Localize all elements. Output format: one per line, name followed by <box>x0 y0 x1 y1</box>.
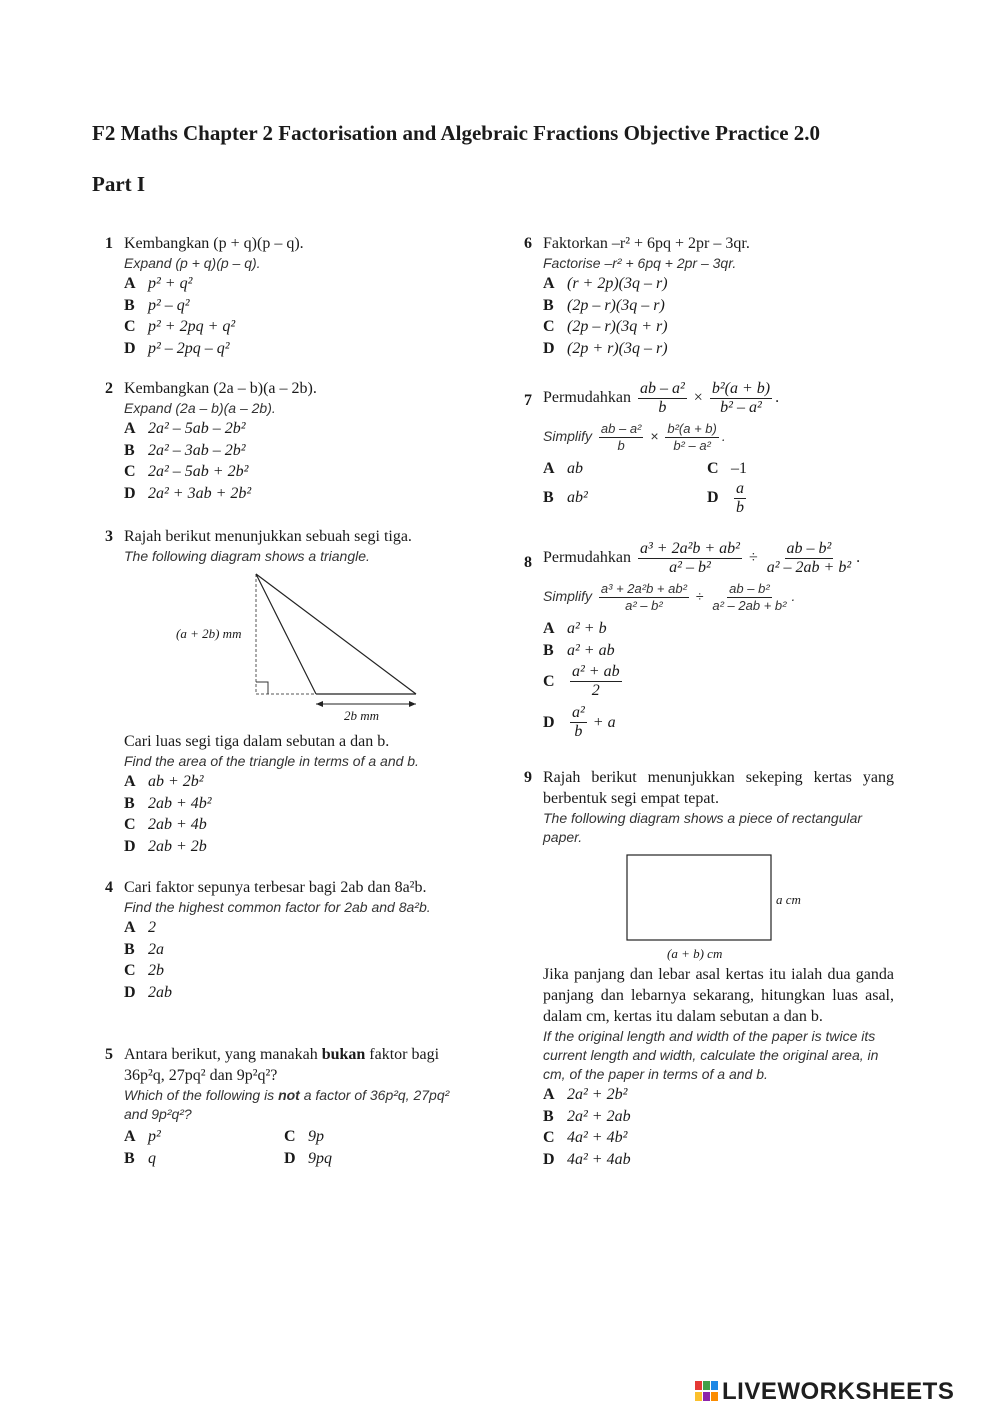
question-9 <box>524 767 894 847</box>
question-text-ms: Permudahkan $\frac{\text{ab – a²}}{b}$ × $\frac{\text{b²(a + b)}}{\text{b² – a²}}$ . <box>543 380 780 416</box>
question-text-en: If the original length and width of the paper is twice its current length and width, calculate the original area, in cm, of the paper in terms of a and b. <box>543 1028 879 1082</box>
triangle-base-label: 2b mm <box>344 708 380 723</box>
option-b[interactable]: B q <box>124 1149 156 1167</box>
option-b[interactable]: B p² – q² <box>124 296 190 314</box>
option-c[interactable]: C 2b <box>124 962 164 979</box>
option-d[interactable]: D $\frac{\text{a²}}{b}$ + a <box>543 704 616 740</box>
option-d[interactable]: D 2a² + 3ab + 2b² <box>124 484 252 502</box>
question-text-ms: Kembangkan (2a – b)(a – 2b). <box>124 380 317 397</box>
question-text-en: The following diagram shows a triangle. <box>124 548 370 564</box>
option-c[interactable]: C 2a² – 5ab + 2b² <box>124 463 249 480</box>
question-7 <box>524 380 904 517</box>
option-a[interactable]: A 2a² – 5ab – 2b² <box>124 420 246 437</box>
question-number: 8 <box>524 554 532 571</box>
question-text-en: Which of the following is not a factor of 36p²q, 27pq² and 9p²q²? <box>124 1087 450 1122</box>
option-a[interactable]: A ab <box>543 460 583 477</box>
question-9-part-2 <box>524 964 894 1170</box>
question-number: 3 <box>105 528 113 545</box>
option-a[interactable]: A p² <box>124 1128 161 1145</box>
triangle-diagram <box>170 568 430 728</box>
question-3-part-2 <box>105 731 485 857</box>
option-d[interactable]: D 2ab <box>124 983 172 1001</box>
option-d[interactable]: D (2p + r)(3q – r) <box>543 339 668 357</box>
question-8 <box>524 540 914 741</box>
question-text-ms: Cari luas segi tiga dalam sebutan a dan b. <box>124 733 390 750</box>
question-2 <box>105 378 485 504</box>
question-text-ms: Jika panjang dan lebar asal kertas itu ialah dua ganda panjang dan lebarnya sekarang, hitungkan luas asal, dalam cm, kertas itu dalam sebutan a dan b. <box>543 966 894 1025</box>
question-text-ms: Rajah berikut menunjukkan sebuah segi tiga. <box>124 528 412 545</box>
question-text-en: Find the highest common factor for 2ab and 8a²b. <box>124 899 431 915</box>
option-b[interactable]: B (2p – r)(3q – r) <box>543 296 665 314</box>
question-text-ms: Kembangkan (p + q)(p – q). <box>124 235 304 252</box>
question-3 <box>105 526 485 566</box>
question-number: 1 <box>105 235 113 252</box>
option-c[interactable]: C –1 <box>707 460 747 477</box>
option-d[interactable]: D 4a² + 4ab <box>543 1150 631 1168</box>
question-6 <box>524 233 904 359</box>
question-4 <box>105 877 475 1003</box>
question-text-ms: Cari faktor sepunya terbesar bagi 2ab dan 8a²b. <box>124 879 427 896</box>
question-text-ms: Rajah berikut menunjukkan sekeping kertas yang berbentuk segi empat tepat. <box>543 769 894 807</box>
rectangle-diagram <box>620 850 780 945</box>
option-c[interactable]: C 4a² + 4b² <box>543 1129 628 1146</box>
option-c[interactable]: C 2ab + 4b <box>124 816 207 833</box>
liveworksheets-mark-icon <box>695 1381 719 1401</box>
page-title: F2 Maths Chapter 2 Factorisation and Algebraic Fractions Objective Practice 2.0 <box>92 121 821 145</box>
option-a[interactable]: A ab + 2b² <box>124 773 204 790</box>
question-text-ms: Faktorkan –r² + 6pq + 2pr – 3qr. <box>543 235 750 252</box>
option-b[interactable]: B 2a² – 3ab – 2b² <box>124 441 246 459</box>
option-c[interactable]: C 9p <box>284 1128 324 1145</box>
question-text-en: Expand (p + q)(p – q). <box>124 255 261 271</box>
option-b[interactable]: B 2a <box>124 940 164 958</box>
option-d[interactable]: D 9pq <box>284 1149 332 1167</box>
option-a[interactable]: A p² + q² <box>124 275 193 292</box>
option-a[interactable]: A a² + b <box>543 620 607 637</box>
option-d[interactable]: D p² – 2pq – q² <box>124 339 230 357</box>
question-text-en: Expand (2a – b)(a – 2b). <box>124 400 276 416</box>
option-d[interactable]: D 2ab + 2b <box>124 837 207 855</box>
part-heading: Part I <box>92 172 146 196</box>
question-text-en: Simplify $\frac{\text{a³ + 2a²b + ab²}}{\text{a² – b²}}$ ÷ $\frac{\text{ab – b²}}{\text{a² – 2ab + b²}}$ . <box>543 581 796 613</box>
question-5 <box>105 1044 475 1169</box>
option-a[interactable]: A 2 <box>124 919 156 936</box>
option-c[interactable]: C (2p – r)(3q + r) <box>543 318 668 335</box>
question-number: 7 <box>524 392 532 409</box>
triangle-height-label: (a + 2b) mm <box>176 626 242 641</box>
option-d[interactable]: D $\frac{a}{b}$ <box>707 479 744 516</box>
question-text-en: The following diagram shows a piece of rectangular paper. <box>543 810 863 845</box>
question-text-ms: Permudahkan $\frac{\text{a³ + 2a²b + ab²}}{\text{a² – b²}}$ ÷ $\frac{\text{ab – b²}}{\text{a² – 2ab + b²}}$ . <box>543 540 861 576</box>
option-a[interactable]: A 2a² + 2b² <box>543 1086 628 1103</box>
question-number: 5 <box>105 1046 113 1063</box>
option-c[interactable]: C p² + 2pq + q² <box>124 318 236 335</box>
option-b[interactable]: B a² + ab <box>543 641 615 659</box>
question-text-en: Factorise –r² + 6pq + 2pr – 3qr. <box>543 255 737 271</box>
question-text-en: Simplify $\frac{\text{ab – a²}}{b}$ × $\frac{\text{b²(a + b)}}{\text{b² – a²}}$ . <box>543 421 726 453</box>
rectangle-bottom-label: (a + b) cm <box>667 946 723 961</box>
question-number: 9 <box>524 769 532 786</box>
option-b[interactable]: B 2ab + 4b² <box>124 794 212 812</box>
option-b[interactable]: B 2a² + 2ab <box>543 1107 631 1125</box>
liveworksheets-logo: LIVEWORKSHEETS <box>695 1378 954 1406</box>
question-number: 6 <box>524 235 532 252</box>
question-number: 2 <box>105 380 113 397</box>
option-b[interactable]: B ab² <box>543 489 588 507</box>
rectangle-side-label: a cm <box>776 892 801 907</box>
option-c[interactable]: C $\frac{\text{a² + ab}}{2}$ <box>543 663 620 699</box>
option-a[interactable]: A (r + 2p)(3q – r) <box>543 275 668 292</box>
question-text-en: Find the area of the triangle in terms of a and b. <box>124 753 419 769</box>
question-number: 4 <box>105 879 113 896</box>
question-1 <box>105 233 485 359</box>
question-text-ms: Antara berikut, yang manakah bukan faktor bagi 36p²q, 27pq² dan 9p²q²? <box>124 1046 440 1084</box>
